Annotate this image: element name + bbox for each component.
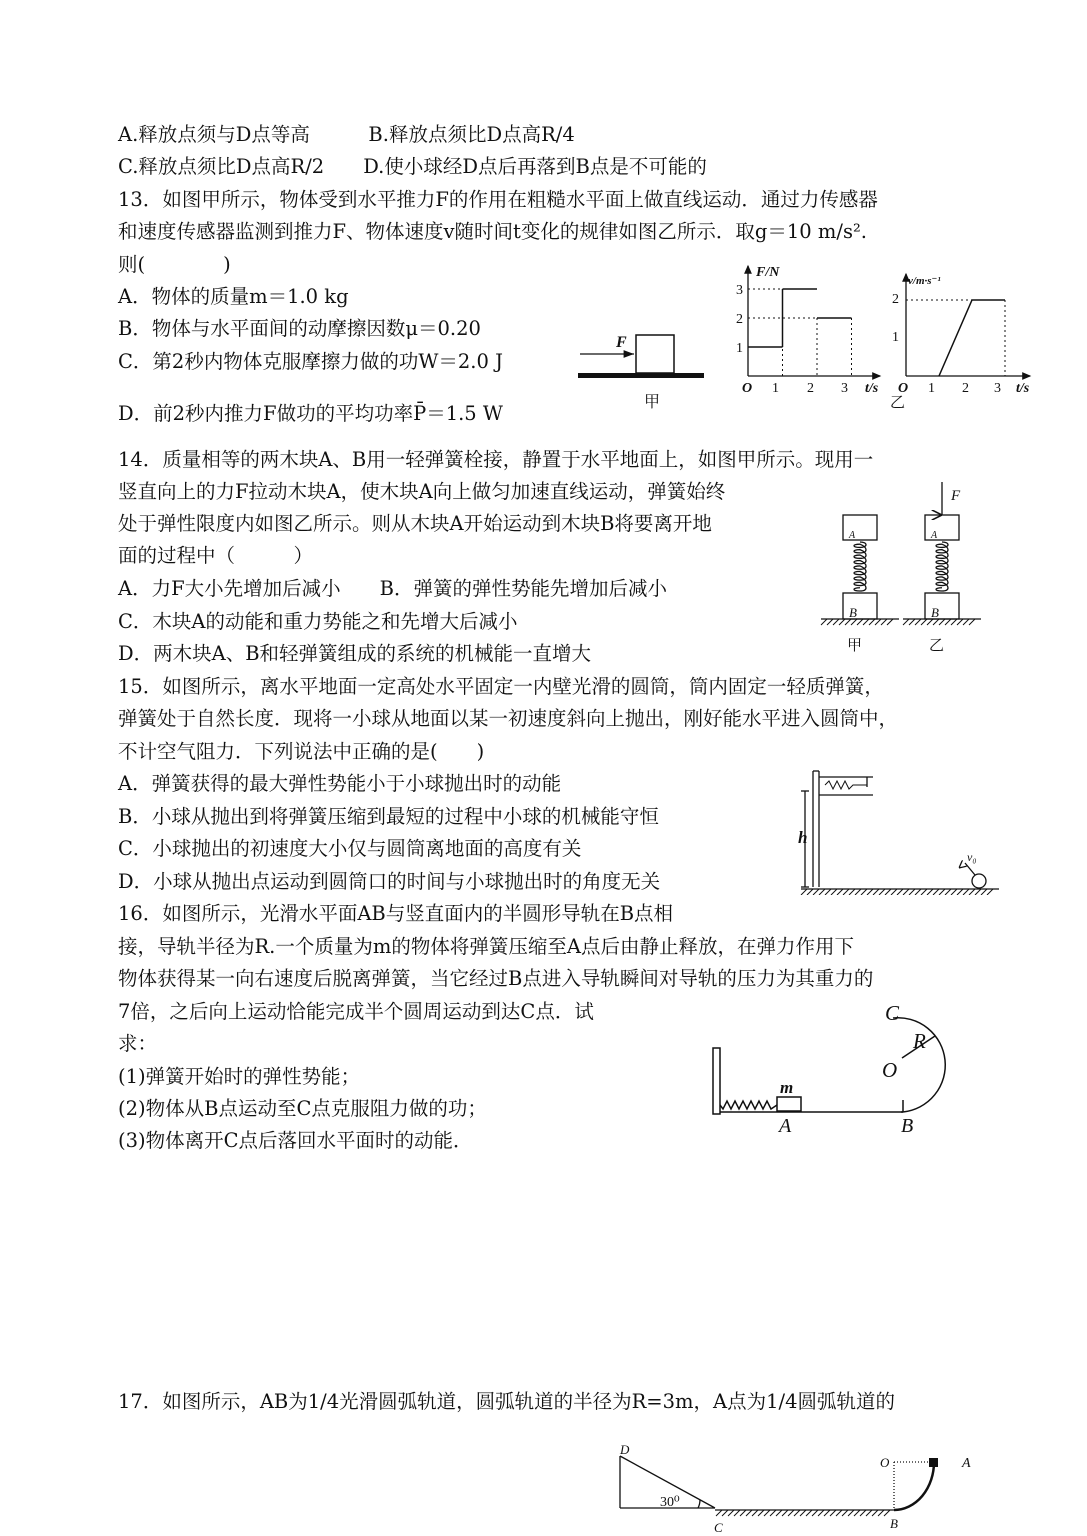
text-line: D．小球从抛出点运动到圆筒口的时间与小球抛出时的角度无关 — [118, 870, 661, 893]
ground-hatch — [776, 1510, 782, 1516]
text-line: B．物体与水平面间的动摩擦因数μ＝0.20 — [118, 317, 481, 340]
force-label: F — [616, 334, 627, 351]
ground-hatch — [848, 1510, 854, 1516]
ground-hatch — [921, 619, 927, 625]
origin-label: O — [898, 381, 909, 396]
ground-hatch — [881, 619, 887, 625]
ground-hatch — [855, 889, 861, 895]
ground-hatch — [794, 1510, 800, 1516]
ground-hatch — [812, 1510, 818, 1516]
ground-hatch — [927, 889, 933, 895]
ground-hatch — [909, 619, 915, 625]
ground-hatch — [903, 889, 909, 895]
y-tick-1: 1 — [736, 341, 743, 356]
x-tick-2: 2 — [962, 381, 969, 396]
ground-hatch — [921, 889, 927, 895]
ground-hatch — [957, 619, 963, 625]
ground-hatch — [897, 889, 903, 895]
ground-hatch — [857, 619, 863, 625]
y-tick-2: 2 — [892, 292, 899, 307]
ground-hatch — [807, 889, 813, 895]
text-line: D．前2秒内推力F做功的平均功率P̄＝1.5 W — [118, 402, 503, 425]
caption-yi: 乙 — [929, 638, 945, 654]
force-label: F — [951, 488, 961, 504]
block-a-label: A — [931, 530, 938, 541]
x-tick-3: 3 — [841, 381, 848, 396]
text-line: C．木块A的动能和重力势能之和先增大后减小 — [118, 610, 518, 633]
figure-13-block — [576, 325, 711, 415]
text-line: 15．如图所示，离水平地面一定高处水平固定一内壁光滑的圆筒，筒内固定一轻质弹簧， — [118, 675, 884, 698]
text-line: C.释放点须比D点高R/2 D.使小球经D点后再落到B点是不可能的 — [118, 155, 707, 178]
velocity-label: v₀ — [967, 850, 977, 864]
text-line: 和速度传感器监测到推力F、物体速度v随时间t变化的规律如图乙所示．取g＝10 m/s². — [118, 220, 867, 243]
ground-hatch — [975, 889, 981, 895]
text-line: 处于弹性限度内如图乙所示。则从木块A开始运动到木块B将要离开地 — [118, 512, 712, 535]
ground-hatch — [806, 1510, 812, 1516]
text-line: 7倍，之后向上运动恰能完成半个圆周运动到达C点．试 — [118, 1000, 594, 1023]
text-line: 不计空气阻力．下列说法中正确的是( ) — [118, 740, 485, 763]
y-tick-3: 3 — [736, 283, 743, 298]
text-line: 13．如图甲所示，物体受到水平推力F的作用在粗糙水平面上做直线运动．通过力传感器 — [118, 188, 878, 211]
mass-label: m — [780, 1078, 794, 1097]
ground-hatch — [885, 889, 891, 895]
ground-hatch — [981, 889, 987, 895]
text-line: A．弹簧获得的最大弹性势能小于小球抛出时的动能 — [118, 772, 562, 795]
text-line: A．力F大小先增加后减小 B．弹簧的弹性势能先增加后减小 — [118, 577, 667, 600]
ground-hatch — [939, 889, 945, 895]
ground-hatch — [821, 619, 827, 625]
text-line: A．物体的质量m＝1.0 kg — [118, 285, 349, 308]
caption-jia: 甲 — [847, 638, 863, 654]
block-b-label: B — [931, 605, 939, 620]
ground-hatch — [933, 889, 939, 895]
ground-hatch — [866, 1510, 872, 1516]
ground-hatch — [963, 889, 969, 895]
x-tick-2: 2 — [807, 381, 814, 396]
text-line: 17．如图所示，AB为1/4光滑圆弧轨道，圆弧轨道的半径为R=3m，A点为1/4圆弧轨道的 — [118, 1390, 895, 1413]
block-a-label: A — [849, 530, 856, 541]
text-line: 求： — [118, 1032, 158, 1055]
y-tick-2: 2 — [736, 312, 743, 327]
x-axis-label: t/s — [865, 381, 879, 396]
ground-hatch — [879, 889, 885, 895]
ground-hatch — [800, 1510, 806, 1516]
ground-hatch — [863, 619, 869, 625]
ground-hatch — [788, 1510, 794, 1516]
block-b-label: B — [849, 605, 857, 620]
ground-hatch — [746, 1510, 752, 1516]
point-c-label: C — [885, 1001, 900, 1025]
point-o-label: O — [882, 1058, 898, 1082]
figure-15-tube — [795, 765, 1005, 895]
text-line: (3)物体离开C点后落回水平面时的动能． — [118, 1129, 473, 1152]
text-line: B．小球从抛出到将弹簧压缩到最短的过程中小球的机械能守恒 — [118, 805, 659, 828]
ground-hatch — [873, 889, 879, 895]
ground-hatch — [831, 889, 837, 895]
ground-hatch — [770, 1510, 776, 1516]
ground-hatch — [801, 889, 807, 895]
velocity-line — [939, 300, 1005, 376]
ground-hatch — [945, 889, 951, 895]
x-tick-1: 1 — [928, 381, 935, 396]
ground-hatch — [860, 1510, 866, 1516]
ground-hatch — [824, 1510, 830, 1516]
point-d-label: D — [620, 1442, 630, 1457]
ground-hatch — [758, 1510, 764, 1516]
ground-hatch — [839, 619, 845, 625]
text-line: 面的过程中（ ） — [118, 544, 314, 567]
point-a-label: A — [779, 1115, 792, 1137]
radius-label: R — [913, 1029, 926, 1053]
ground-hatch — [915, 619, 921, 625]
ground-hatch — [951, 619, 957, 625]
ground-hatch — [875, 619, 881, 625]
ground-hatch — [872, 1510, 878, 1516]
y-axis-label: F/N — [756, 265, 780, 280]
ground-hatch — [945, 619, 951, 625]
figure-16-track — [705, 1000, 980, 1140]
point-b-label: B — [890, 1516, 898, 1531]
ground-hatch — [969, 619, 975, 625]
caption-jia: 甲 — [644, 394, 661, 411]
ground-hatch — [903, 619, 909, 625]
point-c-label: C — [714, 1520, 723, 1535]
ground-hatch — [819, 889, 825, 895]
ground-hatch — [722, 1510, 728, 1516]
ground-hatch — [963, 619, 969, 625]
ground-hatch — [854, 1510, 860, 1516]
x-axis-label: t/s — [1016, 381, 1030, 396]
text-line: (2)物体从B点运动至C点克服阻力做的功； — [118, 1097, 487, 1120]
point-o-label: O — [880, 1455, 890, 1470]
ground-hatch — [878, 1510, 884, 1516]
ground-hatch — [969, 889, 975, 895]
text-line: 接，导轨半径为R.一个质量为m的物体将弹簧压缩至A点后由静止释放，在弹力作用下 — [118, 935, 854, 958]
ground-hatch — [728, 1510, 734, 1516]
text-line: 物体获得某一向右速度后脱离弹簧，当它经过B点进入导轨瞬间对导轨的压力为其重力的 — [118, 967, 874, 990]
text-line: 则( ) — [118, 253, 231, 276]
ground-hatch — [716, 1510, 722, 1516]
text-line: 竖直向上的力F拉动木块A，使木块A向上做匀加速直线运动，弹簧始终 — [118, 480, 726, 503]
ground-hatch — [887, 619, 893, 625]
ground-hatch — [867, 889, 873, 895]
text-line: C．小球抛出的初速度大小仅与圆筒离地面的高度有关 — [118, 837, 582, 860]
ground-hatch — [915, 889, 921, 895]
text-line: 16．如图所示，光滑水平面AB与竖直面内的半圆形导轨在B点相 — [118, 902, 674, 925]
figure-13-velocity-graph — [890, 270, 1040, 412]
figure-13-force-graph — [730, 258, 890, 400]
point-b-label: B — [901, 1115, 914, 1137]
text-line: D．两木块A、B和轻弹簧组成的系统的机械能一直增大 — [118, 642, 592, 665]
ground-hatch — [957, 889, 963, 895]
ground-hatch — [843, 889, 849, 895]
ground-hatch — [833, 619, 839, 625]
ground-hatch — [869, 619, 875, 625]
text-line: A.释放点须与D点等高 B.释放点须比D点高R/4 — [118, 123, 575, 146]
ground-hatch — [813, 889, 819, 895]
point-a-label: A — [962, 1456, 971, 1471]
ground-hatch — [891, 889, 897, 895]
x-tick-1: 1 — [772, 381, 779, 396]
ground-hatch — [861, 889, 867, 895]
ground-hatch — [740, 1510, 746, 1516]
ground-hatch — [734, 1510, 740, 1516]
ground-hatch — [752, 1510, 758, 1516]
ground-hatch — [827, 619, 833, 625]
angle-label: 30⁰ — [660, 1495, 680, 1510]
ground-hatch — [837, 889, 843, 895]
x-tick-3: 3 — [994, 381, 1001, 396]
origin-label: O — [742, 381, 753, 396]
text-line: C．第2秒内物体克服摩擦力做的功W＝2.0 J — [118, 350, 503, 373]
text-line: (1)弹簧开始时的弹性势能； — [118, 1065, 361, 1088]
figure-14-springs — [815, 478, 985, 658]
ground-hatch — [909, 889, 915, 895]
ground-hatch — [842, 1510, 848, 1516]
text-line: 弹簧处于自然长度．现将一小球从地面以某一初速度斜向上抛出，刚好能水平进入圆筒中， — [118, 707, 899, 730]
figure-17-incline-arc — [610, 1440, 990, 1536]
caption-yi: 乙 — [890, 395, 906, 411]
text-line: 14．质量相等的两木块A、B用一轻弹簧栓接，静置于水平地面上，如图甲所示。现用一 — [118, 448, 874, 471]
ground-hatch — [782, 1510, 788, 1516]
y-axis-label: v/m·s⁻¹ — [908, 275, 941, 287]
ground-hatch — [818, 1510, 824, 1516]
height-label: h — [798, 828, 808, 847]
ground-hatch — [849, 889, 855, 895]
ground-hatch — [836, 1510, 842, 1516]
ground-hatch — [987, 889, 993, 895]
ground-hatch — [951, 889, 957, 895]
ground-hatch — [830, 1510, 836, 1516]
y-tick-1: 1 — [892, 330, 899, 345]
ground-hatch — [939, 619, 945, 625]
ground-hatch — [764, 1510, 770, 1516]
ground-hatch — [825, 889, 831, 895]
